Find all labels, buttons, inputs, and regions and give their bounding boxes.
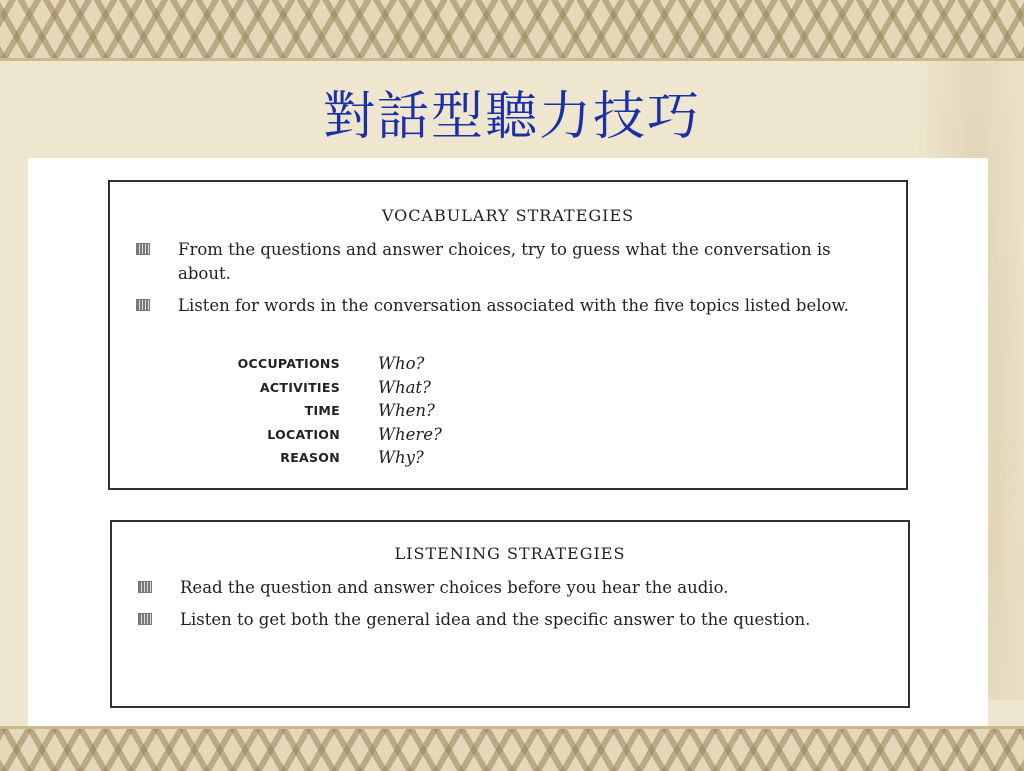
topic-label: LOCATION <box>267 426 340 442</box>
topic-label: OCCUPATIONS <box>237 356 340 372</box>
topic-question: Where? <box>378 424 442 444</box>
bullet-icon <box>136 243 150 255</box>
topic-label: TIME <box>304 403 340 419</box>
top-decorative-border <box>0 0 1024 61</box>
bullet-text: Listen for words in the conversation associated with the five topics listed below. <box>178 296 849 315</box>
topics-list <box>190 352 442 470</box>
topic-row <box>190 423 442 447</box>
vocabulary-heading: VOCABULARY STRATEGIES <box>381 206 635 225</box>
bullet-text: Read the question and answer choices before you hear the audio. <box>180 578 729 597</box>
bullet-icon <box>136 299 150 311</box>
bottom-decorative-border <box>0 726 1024 771</box>
vocabulary-strategies-box <box>108 180 908 490</box>
listening-bullet-1 <box>138 576 888 600</box>
topic-question: Why? <box>378 448 424 468</box>
listening-strategies-box <box>110 520 910 708</box>
topic-row <box>190 446 442 470</box>
topic-question: What? <box>378 377 431 397</box>
topic-question: Who? <box>378 354 425 374</box>
bullet-text: From the questions and answer choices, try to guess what the conversation is about. <box>178 240 831 283</box>
topic-row <box>190 376 442 400</box>
bullet-icon <box>138 581 152 593</box>
topic-question: When? <box>378 401 435 421</box>
listening-bullet-2 <box>138 608 888 632</box>
scanned-page <box>28 158 988 730</box>
vocabulary-bullet-2 <box>136 294 886 318</box>
bullet-text: Listen to get both the general idea and the specific answer to the question. <box>180 610 811 629</box>
vocabulary-bullet-1 <box>136 238 886 286</box>
listening-heading: LISTENING STRATEGIES <box>394 544 626 563</box>
slide-title: 對話型聽力技巧 <box>322 87 701 147</box>
topic-row <box>190 352 442 376</box>
topic-row <box>190 399 442 423</box>
bullet-icon <box>138 613 152 625</box>
topic-label: REASON <box>280 450 340 466</box>
topic-label: ACTIVITIES <box>259 379 340 395</box>
